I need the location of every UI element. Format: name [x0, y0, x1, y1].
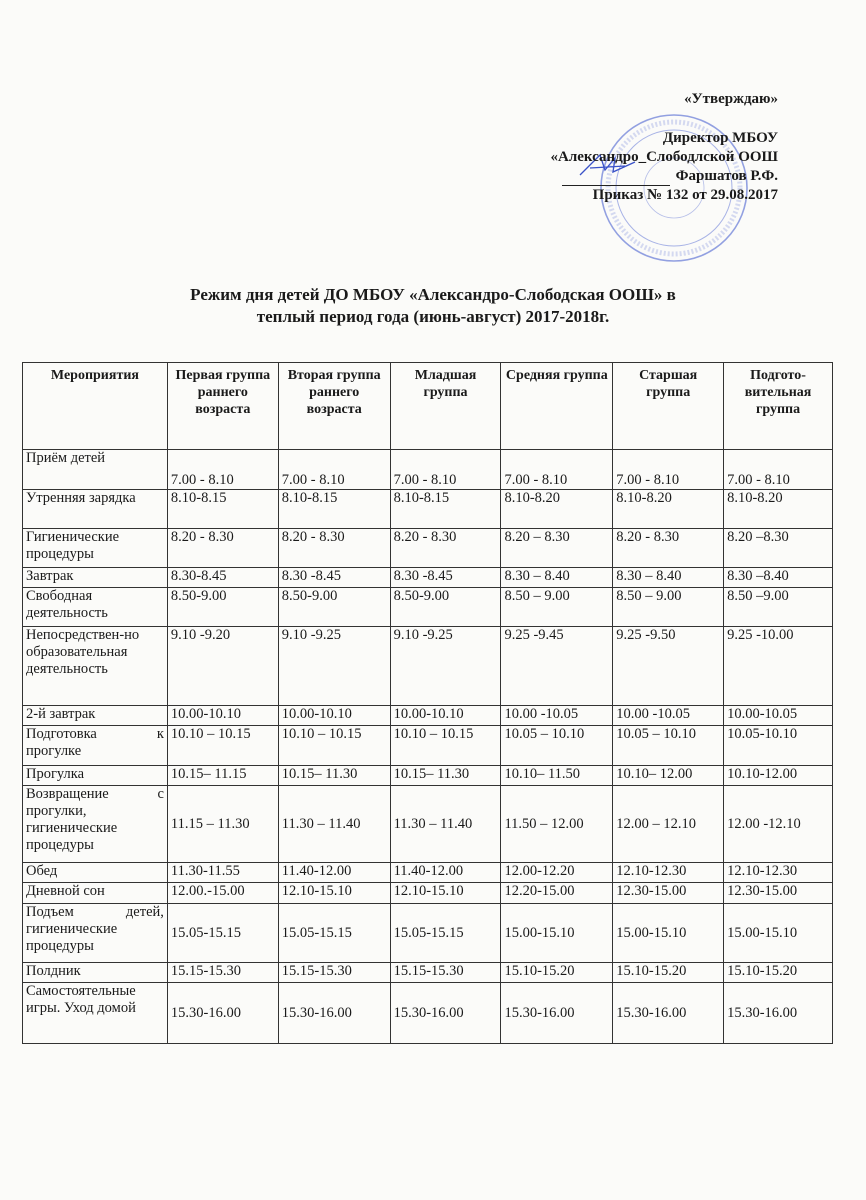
table-row — [23, 529, 833, 568]
activity-cell: Непосредствен-но образовательная деятельность — [23, 627, 168, 706]
table-row — [23, 963, 833, 983]
activity-cell: Гигиенические процедуры — [23, 529, 168, 568]
time-cell: 10.00 -10.05 — [613, 706, 724, 726]
time-cell: 8.10-8.20 — [724, 490, 833, 529]
signature-line — [562, 171, 670, 186]
time-cell: 11.30 – 11.40 — [390, 786, 501, 863]
header-group: Младшая группа — [390, 363, 501, 450]
activity-cell: Обед — [23, 863, 168, 883]
time-cell: 10.10 – 10.15 — [390, 726, 501, 766]
time-cell: 15.05-15.15 — [390, 904, 501, 963]
time-cell: 15.00-15.10 — [501, 904, 613, 963]
time-cell: 15.10-15.20 — [613, 963, 724, 983]
table-row — [23, 983, 833, 1044]
table-row — [23, 568, 833, 588]
time-cell: 15.15-15.30 — [390, 963, 501, 983]
time-cell: 8.10-8.15 — [167, 490, 278, 529]
time-cell: 10.15– 11.30 — [390, 766, 501, 786]
time-cell: 11.30-11.55 — [167, 863, 278, 883]
table-row — [23, 588, 833, 627]
table-row — [23, 627, 833, 706]
time-cell: 10.10 – 10.15 — [167, 726, 278, 766]
activity-cell: Дневной сон — [23, 883, 168, 904]
table-row — [23, 863, 833, 883]
time-cell: 9.25 -9.45 — [501, 627, 613, 706]
activity-cell: Подготовка к прогулке — [23, 726, 168, 766]
time-cell: 15.00-15.10 — [613, 904, 724, 963]
time-cell: 8.20 - 8.30 — [278, 529, 390, 568]
time-cell: 7.00 - 8.10 — [724, 450, 833, 490]
time-cell: 10.05 – 10.10 — [501, 726, 613, 766]
time-cell: 8.50 – 9.00 — [613, 588, 724, 627]
time-cell: 12.10-12.30 — [613, 863, 724, 883]
time-cell: 15.30-16.00 — [167, 983, 278, 1044]
time-cell: 8.50 – 9.00 — [501, 588, 613, 627]
director-name: Фаршатов Р.Ф. — [675, 168, 778, 184]
time-cell: 9.25 -9.50 — [613, 627, 724, 706]
schedule-table — [22, 362, 833, 1044]
time-cell: 8.50-9.00 — [167, 588, 278, 627]
time-cell: 9.10 -9.25 — [390, 627, 501, 706]
time-cell: 15.30-16.00 — [613, 983, 724, 1044]
time-cell: 8.20 – 8.30 — [501, 529, 613, 568]
time-cell: 10.10 – 10.15 — [278, 726, 390, 766]
time-cell: 10.00-10.10 — [390, 706, 501, 726]
time-cell: 10.15– 11.30 — [278, 766, 390, 786]
time-cell: 8.30 – 8.40 — [501, 568, 613, 588]
activity-cell: Утренняя зарядка — [23, 490, 168, 529]
time-cell: 12.00 – 12.10 — [613, 786, 724, 863]
time-cell: 10.15– 11.15 — [167, 766, 278, 786]
table-row — [23, 450, 833, 490]
time-cell: 12.10-15.10 — [390, 883, 501, 904]
document-title — [0, 284, 866, 328]
time-cell: 15.30-16.00 — [501, 983, 613, 1044]
order-number: Приказ № 132 от 29.08.2017 — [592, 187, 778, 203]
time-cell: 15.10-15.20 — [724, 963, 833, 983]
header-group: Старшая группа — [613, 363, 724, 450]
time-cell: 7.00 - 8.10 — [278, 450, 390, 490]
time-cell: 11.30 – 11.40 — [278, 786, 390, 863]
time-cell: 8.50 –9.00 — [724, 588, 833, 627]
time-cell: 8.30-8.45 — [167, 568, 278, 588]
table-row — [23, 904, 833, 963]
table-row — [23, 766, 833, 786]
time-cell: 15.00-15.10 — [724, 904, 833, 963]
title-line-1: Режим дня детей ДО МБОУ «Александро-Слободская ООШ» в — [190, 285, 676, 304]
time-cell: 15.10-15.20 — [501, 963, 613, 983]
time-cell: 8.30 – 8.40 — [613, 568, 724, 588]
time-cell: 9.10 -9.25 — [278, 627, 390, 706]
time-cell: 10.05 – 10.10 — [613, 726, 724, 766]
table-row — [23, 786, 833, 863]
activity-cell: Прогулка — [23, 766, 168, 786]
time-cell: 7.00 - 8.10 — [613, 450, 724, 490]
header-group: Средняя группа — [501, 363, 613, 450]
approval-heading: «Утверждаю» — [684, 91, 778, 107]
time-cell: 8.10-8.15 — [390, 490, 501, 529]
time-cell: 15.15-15.30 — [167, 963, 278, 983]
time-cell: 12.10-12.30 — [724, 863, 833, 883]
activity-cell: Свободная деятельность — [23, 588, 168, 627]
time-cell: 10.00 -10.05 — [501, 706, 613, 726]
time-cell: 12.30-15.00 — [724, 883, 833, 904]
time-cell: 8.30 –8.40 — [724, 568, 833, 588]
table-row — [23, 706, 833, 726]
time-cell: 10.10– 12.00 — [613, 766, 724, 786]
time-cell: 12.30-15.00 — [613, 883, 724, 904]
time-cell: 10.00-10.10 — [167, 706, 278, 726]
time-cell: 8.50-9.00 — [278, 588, 390, 627]
time-cell: 12.20-15.00 — [501, 883, 613, 904]
activity-cell: Приём детей — [23, 450, 168, 490]
title-line-2: теплый период года (июнь-август) 2017-2018г. — [256, 307, 610, 326]
header-group: Первая группа раннего возраста — [167, 363, 278, 450]
time-cell: 12.00.-15.00 — [167, 883, 278, 904]
time-cell: 7.00 - 8.10 — [167, 450, 278, 490]
time-cell: 15.30-16.00 — [390, 983, 501, 1044]
time-cell: 11.15 – 11.30 — [167, 786, 278, 863]
time-cell: 10.00-10.05 — [724, 706, 833, 726]
time-cell: 10.10– 11.50 — [501, 766, 613, 786]
approval-block — [550, 90, 778, 205]
header-group: Вторая группа раннего возраста — [278, 363, 390, 450]
activity-cell: Подъем детей, гигиенические процедуры — [23, 904, 168, 963]
activity-cell: Полдник — [23, 963, 168, 983]
time-cell: 10.10-12.00 — [724, 766, 833, 786]
time-cell: 10.00-10.10 — [278, 706, 390, 726]
time-cell: 15.15-15.30 — [278, 963, 390, 983]
activity-cell: Завтрак — [23, 568, 168, 588]
time-cell: 12.10-15.10 — [278, 883, 390, 904]
time-cell: 8.20 - 8.30 — [613, 529, 724, 568]
school-name: «Александро_Слободлской ООШ — [550, 149, 778, 165]
time-cell: 15.30-16.00 — [278, 983, 390, 1044]
time-cell: 12.00 -12.10 — [724, 786, 833, 863]
time-cell: 11.50 – 12.00 — [501, 786, 613, 863]
activity-cell: 2-й завтрак — [23, 706, 168, 726]
time-cell: 8.30 -8.45 — [390, 568, 501, 588]
time-cell: 8.10-8.20 — [501, 490, 613, 529]
time-cell: 11.40-12.00 — [278, 863, 390, 883]
time-cell: 11.40-12.00 — [390, 863, 501, 883]
time-cell: 8.30 -8.45 — [278, 568, 390, 588]
time-cell: 15.05-15.15 — [167, 904, 278, 963]
time-cell: 7.00 - 8.10 — [390, 450, 501, 490]
table-row — [23, 883, 833, 904]
time-cell: 7.00 - 8.10 — [501, 450, 613, 490]
director-position: Директор МБОУ — [662, 130, 778, 146]
time-cell: 8.10-8.15 — [278, 490, 390, 529]
time-cell: 9.25 -10.00 — [724, 627, 833, 706]
time-cell: 8.50-9.00 — [390, 588, 501, 627]
time-cell: 8.20 - 8.30 — [390, 529, 501, 568]
time-cell: 12.00-12.20 — [501, 863, 613, 883]
time-cell: 8.10-8.20 — [613, 490, 724, 529]
time-cell: 8.20 –8.30 — [724, 529, 833, 568]
time-cell: 8.20 - 8.30 — [167, 529, 278, 568]
time-cell: 15.05-15.15 — [278, 904, 390, 963]
table-row — [23, 726, 833, 766]
activity-cell: Возвращение с прогулки, гигиенические процедуры — [23, 786, 168, 863]
time-cell: 10.05-10.10 — [724, 726, 833, 766]
time-cell: 9.10 -9.20 — [167, 627, 278, 706]
header-activity: Мероприятия — [23, 363, 168, 450]
header-group: Подгото-вительная группа — [724, 363, 833, 450]
time-cell: 15.30-16.00 — [724, 983, 833, 1044]
table-row — [23, 490, 833, 529]
activity-cell: Самостоятельные игры. Уход домой — [23, 983, 168, 1044]
